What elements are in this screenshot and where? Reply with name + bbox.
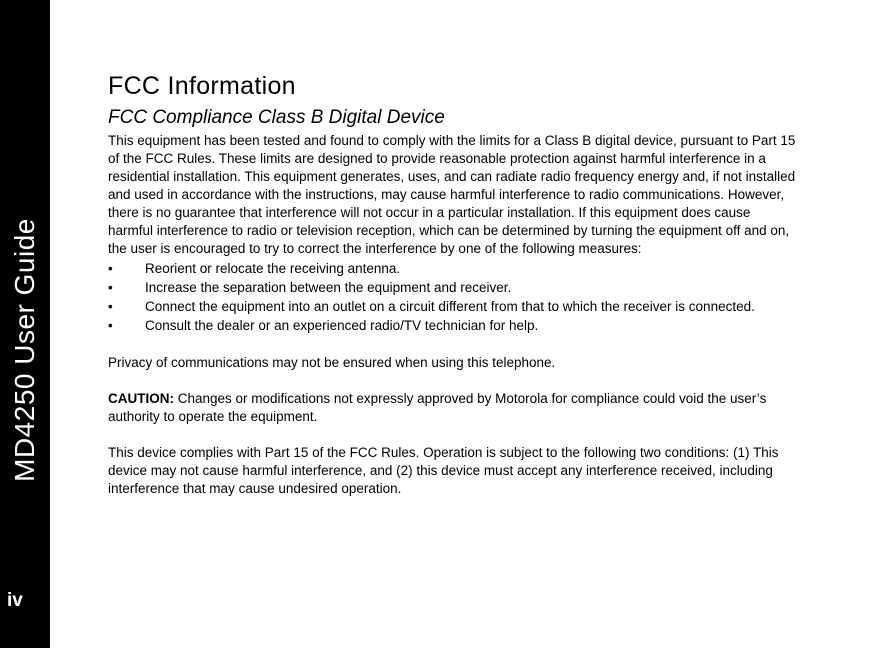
caution-label: CAUTION: bbox=[108, 391, 174, 406]
caution-paragraph bbox=[108, 390, 798, 426]
list-item bbox=[108, 260, 798, 278]
list-item bbox=[108, 279, 798, 297]
measures-list bbox=[108, 260, 798, 335]
section-subtitle: FCC Compliance Class B Digital Device bbox=[108, 107, 445, 128]
compliance-paragraph: This device complies with Part 15 of the FCC Rules. Operation is subject to the following two conditions: (1) This device may not cause harmful interference, and (2) this device must accept any interference received, including interference that may cause undesired operation. bbox=[108, 445, 779, 496]
intro-paragraph: This equipment has been tested and found to comply with the limits for a Class B digital device, pursuant to Part 15 of the FCC Rules. These limits are designed to provide reasonable protection against harmful interference in a residential installation. This equipment generates, uses, and can radiate radio frequency energy and, if not installed and used in accordance with the instructions, may cause harmful interference to radio communications. However, there is no guarantee that interference will not occur in a particular installation. If this equipment does cause harmful interference to radio or television reception, which can be determined by turning the equipment off and on, the user is encouraged to try to correct the interference by one of the following measures: bbox=[108, 133, 796, 256]
caution-text: Changes or modifications not expressly approved by Motorola for compliance could void the user’s authority to operate the equipment. bbox=[108, 391, 767, 424]
sidebar bbox=[0, 0, 50, 648]
list-item-text: Reorient or relocate the receiving antenna. bbox=[145, 261, 401, 276]
page-number: iv bbox=[7, 590, 23, 611]
page-title: FCC Information bbox=[108, 72, 296, 100]
main-content bbox=[108, 70, 798, 498]
bullet-icon: • bbox=[108, 299, 113, 314]
list-item-text: Increase the separation between the equipment and receiver. bbox=[145, 280, 512, 295]
privacy-paragraph: Privacy of communications may not be ensured when using this telephone. bbox=[108, 355, 556, 370]
bullet-icon: • bbox=[108, 318, 113, 333]
bullet-icon: • bbox=[108, 261, 113, 276]
list-item-text: Consult the dealer or an experienced radio/TV technician for help. bbox=[145, 318, 539, 333]
list-item-text: Connect the equipment into an outlet on a circuit different from that to which the receiver is connected. bbox=[145, 299, 755, 314]
bullet-icon: • bbox=[108, 280, 113, 295]
list-item bbox=[108, 317, 798, 335]
list-item bbox=[108, 298, 798, 316]
sidebar-title: MD4250 User Guide bbox=[9, 218, 40, 482]
